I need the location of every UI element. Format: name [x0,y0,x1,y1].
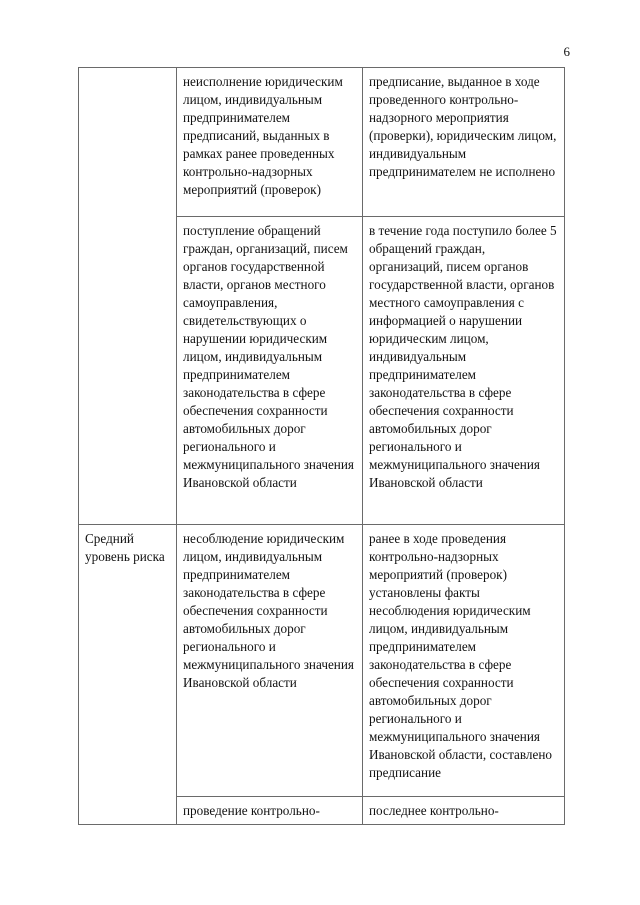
table-row [79,68,565,217]
risk-criteria-table [78,67,565,825]
table-row [79,525,565,797]
risk-level-cell [79,68,177,525]
page-number: 6 [563,44,570,59]
indicator-cell: предписание, выданное в ходе проведенного контрольно-надзорного мероприятия (проверки), юридическим лицом, индивидуальным предпринимателем не исполнено [363,68,565,217]
indicator-cell: ранее в ходе проведения контрольно-надзорных мероприятий (проверок) установлены факты несоблюдения юридическим лицом, индивидуальным предпринимателем законодательства в сфере обеспечения сохранности автомобильных дорог регионального и межмуниципального значения Ивановской области, составлено предписание [363,525,565,797]
risk-level-cell: Средний уровень риска [79,525,177,825]
criterion-cell: проведение контрольно- [177,797,363,825]
criterion-cell: неисполнение юридическим лицом, индивидуальным предпринимателем предписаний, выданных в рамках ранее проведенных контрольно-надзорных мероприятий (проверок) [177,68,363,217]
indicator-cell: в течение года поступило более 5 обращений граждан, организаций, писем органов государственной власти, органов местного самоуправления с информацией о нарушении юридическим лицом, индивидуальным предпринимателем законодательства в сфере обеспечения сохранности автомобильных дорог регионального и межмуниципального значения Ивановской области [363,217,565,525]
indicator-cell: последнее контрольно- [363,797,565,825]
criterion-cell: несоблюдение юридическим лицом, индивидуальным предпринимателем законодательства в сфере обеспечения сохранности автомобильных дорог регионального и межмуниципального значения Ивановской области [177,525,363,797]
criterion-cell: поступление обращений граждан, организаций, писем органов государственной власти, органов местного самоуправления, свидетельствующих о нарушении юридическим лицом, индивидуальным предпринимателем законодательства в сфере обеспечения сохранности автомобильных дорог регионального и межмуниципального значения Ивановской области [177,217,363,525]
